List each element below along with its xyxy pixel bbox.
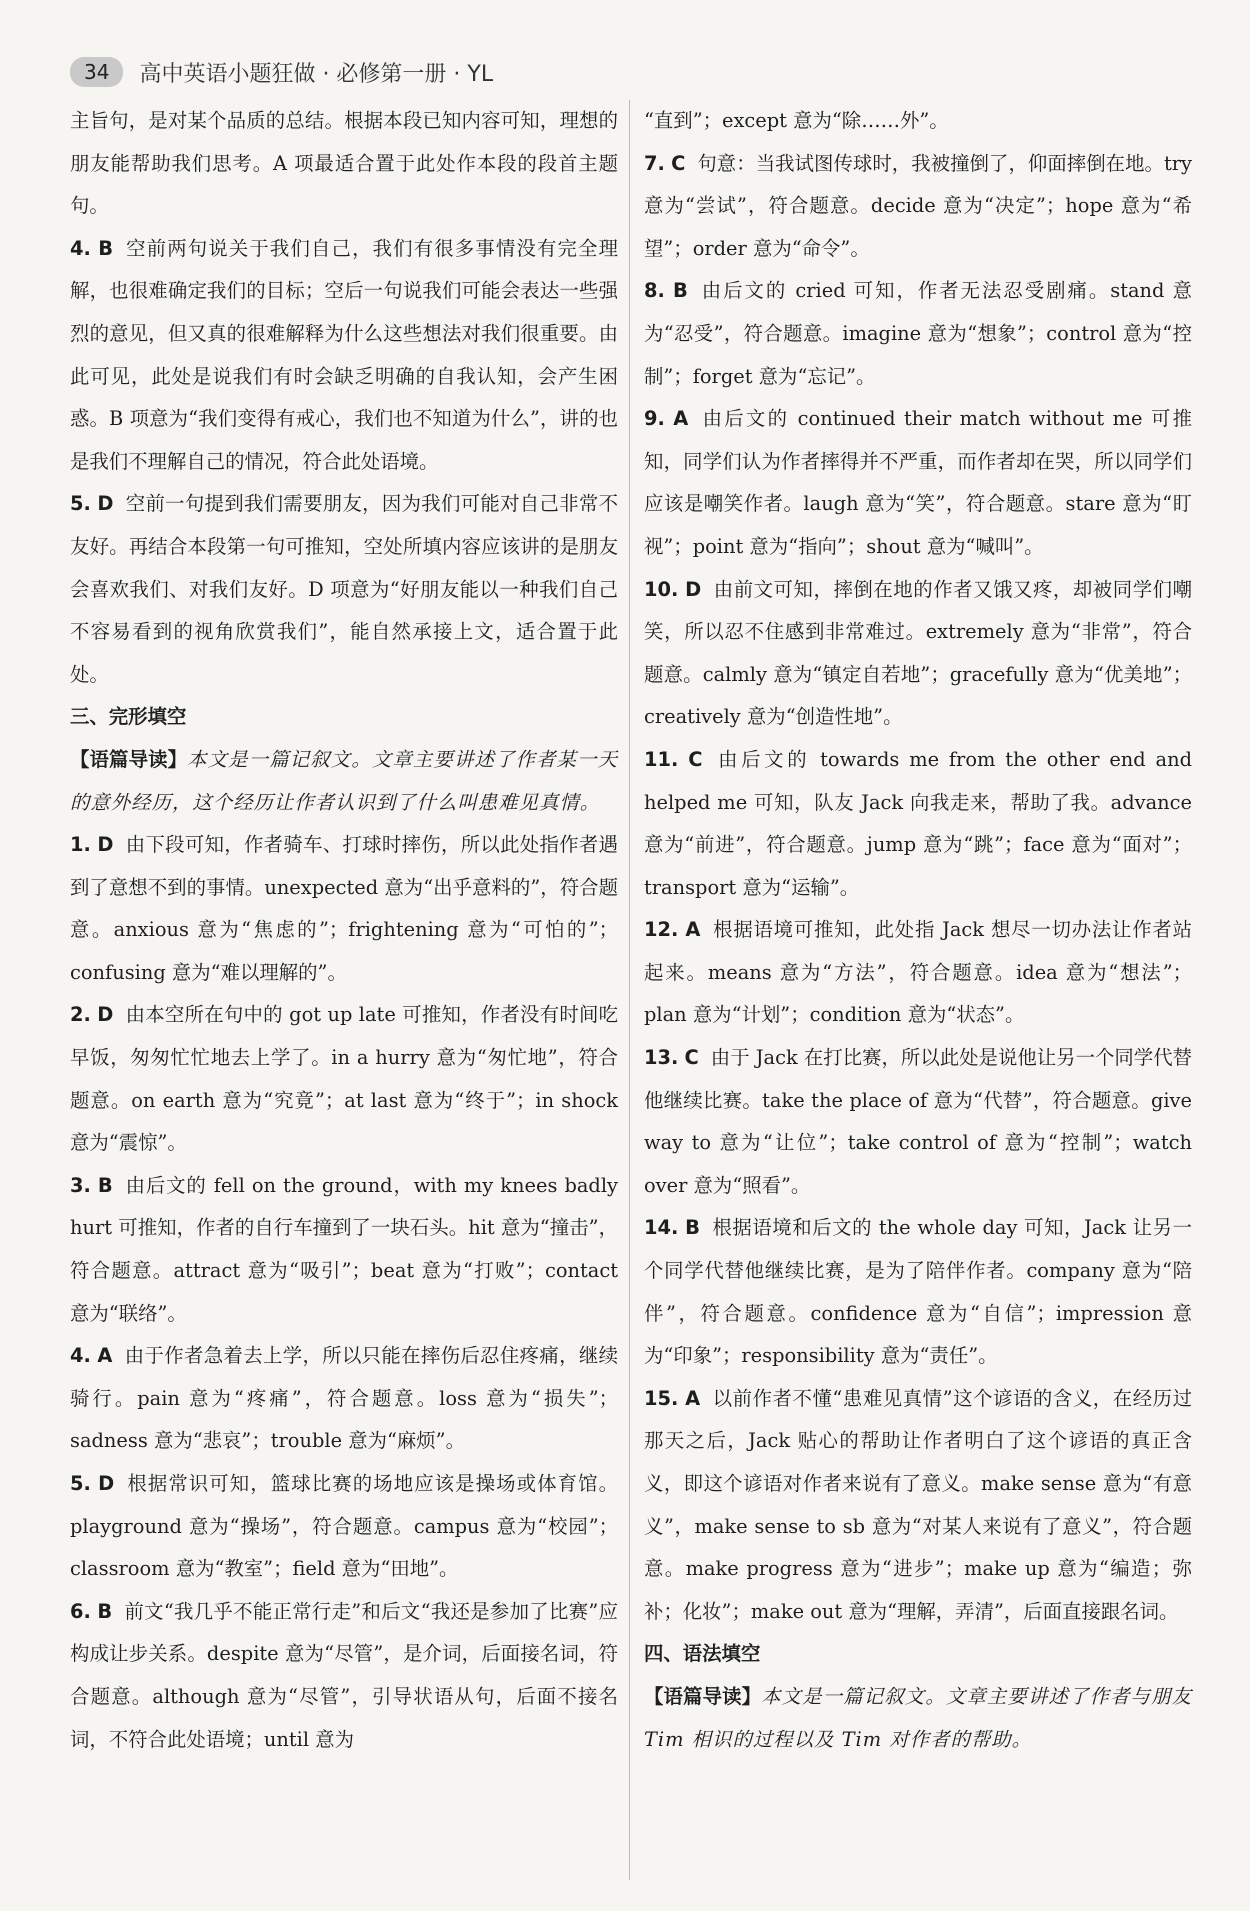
item-explanation: 由前文可知，摔倒在地的作者又饿又疼，却被同学们嘲笑，所以忍不住感到非常难过。extremely 意为“非常”，符合题意。calmly 意为“镇定自若地”；gracefully 意为“优美地”；creatively 意为“创造性地”。 bbox=[644, 577, 1193, 729]
book-title: 高中英语小题狂做 · 必修第一册 · YL bbox=[139, 61, 494, 87]
item-answer: A bbox=[673, 407, 689, 431]
item-answer: D bbox=[685, 577, 702, 601]
item-number: 4. bbox=[70, 236, 91, 260]
item-explanation: 以前作者不懂“患难见真情”这个谚语的含义，在经历过那天之后，Jack 贴心的帮助让作者明白了这个谚语的真正含义，即这个谚语对作者来说有了意义。make sense 意为“有意义”，make sense to sb 意为“对某人来说有了意义”，符合题意。make progress 意为“进步”；make up 意为“编造；弥补；化妆”；make out 意为“理解，弄清”，后面直接跟名词。 bbox=[644, 1386, 1192, 1623]
item-explanation: 根据语境可推知，此处指 Jack 想尽一切办法让作者站起来。means 意为“方法”，符合题意。idea 意为“想法”；plan 意为“计划”；condition 意为“状态”。 bbox=[644, 918, 1192, 1027]
item-number: 3. bbox=[70, 1173, 91, 1197]
guide-label: 【语篇导读】 bbox=[644, 1684, 762, 1708]
item-number: 13. bbox=[644, 1046, 679, 1070]
answer-item bbox=[644, 270, 1192, 398]
answer-item bbox=[70, 994, 618, 1164]
answer-item bbox=[70, 1165, 618, 1335]
answer-item bbox=[644, 1378, 1192, 1634]
item-explanation: 前文“我几乎不能正常行走”和后文“我还是参加了比赛”应构成让步关系。despite 意为“尽管”，是介词，后面接名词，符合题意。although 意为“尽管”，引导状语从句，后面不接名词，不符合此处语境；until 意为 bbox=[70, 1599, 619, 1751]
answer-item bbox=[644, 1037, 1192, 1207]
item-explanation: 句意：当我试图传球时，我被撞倒了，仰面摔倒在地。try 意为“尝试”，符合题意。decide 意为“决定”；hope 意为“希望”；order 意为“命令”。 bbox=[644, 151, 1192, 260]
item-explanation: 由后文的 cried 可知，作者无法忍受剧痛。stand 意为“忍受”，符合题意。imagine 意为“想象”；control 意为“控制”；forget 意为“忘记”。 bbox=[644, 279, 1192, 388]
item-explanation: 根据语境和后文的 the whole day 可知，Jack 让另一个同学代替他继续比赛，是为了陪伴作者。company 意为“陪伴”，符合题意。confidence 意为“自信”；impression 意为“印象”；responsibility 意为“责任”。 bbox=[644, 1216, 1192, 1368]
item-explanation: 空前两句说关于我们自己，我们有很多事情没有完全理解，也很难确定我们的目标；空后一句说我们可能会表达一些强烈的意见，但又真的很难解释为什么这些想法对我们很重要。由此可见，此处是说我们有时会缺乏明确的自我认知，会产生困惑。B 项意为“我们变得有戒心，我们也不知道为什么”，讲的也是我们不理解自己的情况，符合此处语境。 bbox=[70, 236, 619, 473]
answer-item bbox=[70, 228, 618, 484]
intro-continuation: 主旨句，是对某个品质的总结。根据本段已知内容可知，理想的朋友能帮助我们思考。A 项最适合置于此处作本段的段首主题句。 bbox=[70, 109, 618, 218]
item-answer: D bbox=[97, 833, 114, 857]
item-explanation: 由后文的 fell on the ground，with my knees badly hurt 可推知，作者的自行车撞到了一块石头。hit 意为“撞击”，符合题意。attract 意为“吸引”；beat 意为“打败”；contact 意为“联络”。 bbox=[70, 1173, 619, 1325]
item-answer: D bbox=[98, 1472, 115, 1495]
item-answer: A bbox=[685, 1386, 701, 1410]
item-number: 4. bbox=[70, 1344, 91, 1368]
reading-guide bbox=[70, 739, 618, 824]
item-number: 8. bbox=[644, 279, 665, 303]
item-answer: D bbox=[97, 1003, 114, 1027]
item-explanation: 由下段可知，作者骑车、打球时摔伤，所以此处指作者遇到了意想不到的事情。unexpected 意为“出乎意料的”，符合题意。anxious 意为“焦虑的”；frightening 意为“可怕的”；confusing 意为“难以理解的”。 bbox=[70, 833, 619, 984]
answer-item bbox=[644, 739, 1192, 909]
item-number: 6. bbox=[70, 1599, 91, 1623]
item-number: 2. bbox=[70, 1003, 91, 1027]
item-number: 15. bbox=[644, 1386, 679, 1410]
item-answer: B bbox=[673, 279, 688, 303]
guide-text: 本文是一篇记叙文。文章主要讲述了作者与朋友 Tim 相识的过程以及 Tim 对作者的帮助。 bbox=[644, 1684, 1192, 1751]
item-explanation: 由本空所在句中的 got up late 可推知，作者没有时间吃早饭，匆匆忙忙地去上学了。in a hurry 意为“匆忙地”，符合题意。on earth 意为“究竟”；at last 意为“终于”；in shock 意为“震惊”。 bbox=[70, 1003, 618, 1155]
item-number: 12. bbox=[644, 918, 679, 942]
answer-item bbox=[70, 824, 618, 994]
answer-item bbox=[644, 143, 1192, 271]
item-answer: D bbox=[97, 492, 114, 516]
item-explanation: 由于 Jack 在打比赛，所以此处是说他让另一个同学代替他继续比赛。take the place of 意为“代替”，符合题意。give way to 意为“让位”；take control of 意为“控制”；watch over 意为“照看”。 bbox=[644, 1046, 1192, 1197]
guide-text: 本文是一篇记叙文。文章主要讲述了作者某一天的意外经历，这个经历让作者认识到了什么叫患难见真情。 bbox=[70, 747, 618, 814]
item-number: 5. bbox=[70, 1472, 91, 1495]
guide-label: 【语篇导读】 bbox=[70, 747, 188, 771]
item-answer: C bbox=[688, 747, 703, 771]
answer-item bbox=[644, 909, 1192, 1037]
item-explanation: 根据常识可知，篮球比赛的场地应该是操场或体育馆。playground 意为“操场”，符合题意。campus 意为“校园”；classroom 意为“教室”；field 意为“田地”。 bbox=[70, 1472, 618, 1581]
item-answer: C bbox=[684, 1046, 699, 1070]
item-answer: A bbox=[685, 918, 701, 942]
answer-item bbox=[70, 1463, 618, 1591]
left-column bbox=[70, 100, 618, 1761]
right-column bbox=[644, 100, 1192, 1761]
item-explanation: 空前一句提到我们需要朋友，因为我们可能对自己非常不友好。再结合本段第一句可推知，空处所填内容应该讲的是朋友会喜欢我们、对我们友好。D 项意为“好朋友能以一种我们自己不容易看到的视角欣赏我们”，能自然承接上文，适合置于此处。 bbox=[70, 492, 619, 686]
answer-item bbox=[70, 1591, 618, 1761]
answer-item bbox=[644, 398, 1192, 568]
reading-guide bbox=[644, 1676, 1192, 1761]
item-number: 7. bbox=[644, 151, 665, 175]
item-answer: C bbox=[671, 151, 686, 175]
item-explanation: 由于作者急着去上学，所以只能在摔伤后忍住疼痛，继续骑行。pain 意为“疼痛”，符合题意。loss 意为“损失”；sadness 意为“悲哀”；trouble 意为“麻烦”。 bbox=[70, 1344, 619, 1453]
answer-item bbox=[70, 483, 618, 696]
item-number: 10. bbox=[644, 577, 679, 601]
section-title-cloze: 三、完形填空 bbox=[70, 705, 187, 729]
item-explanation: 由后文的 continued their match without me 可推知，同学们认为作者摔得并不严重，而作者却在哭，所以同学们应该是嘲笑作者。laugh 意为“笑”，符合题意。stare 意为“盯视”；point 意为“指向”；shout 意为“喊叫”。 bbox=[644, 407, 1192, 558]
page-number: 34 bbox=[70, 57, 123, 87]
item-answer: B bbox=[98, 236, 113, 260]
section-title-grammar: 四、语法填空 bbox=[644, 1642, 761, 1666]
item-explanation: 由后文的 towards me from the other end and helped me 可知，队友 Jack 向我走来，帮助了我。advance 意为“前进”，符合题意。jump 意为“跳”；face 意为“面对”；transport 意为“运输”。 bbox=[644, 747, 1192, 899]
item-number: 11. bbox=[644, 747, 679, 771]
answer-item bbox=[644, 1207, 1192, 1377]
item-number: 9. bbox=[644, 407, 665, 431]
item-number: 5. bbox=[70, 492, 91, 516]
answer-item bbox=[644, 569, 1192, 739]
item-answer: A bbox=[97, 1344, 113, 1368]
answer-item bbox=[70, 1335, 618, 1463]
column-divider bbox=[629, 100, 630, 1880]
item-number: 1. bbox=[70, 833, 91, 857]
item-answer: B bbox=[97, 1599, 113, 1623]
item-answer: B bbox=[685, 1216, 700, 1240]
item-number: 14. bbox=[644, 1216, 679, 1240]
item-continuation: “直到”；except 意为“除……外”。 bbox=[644, 109, 949, 132]
page-header bbox=[70, 52, 493, 92]
item-answer: B bbox=[97, 1173, 113, 1197]
